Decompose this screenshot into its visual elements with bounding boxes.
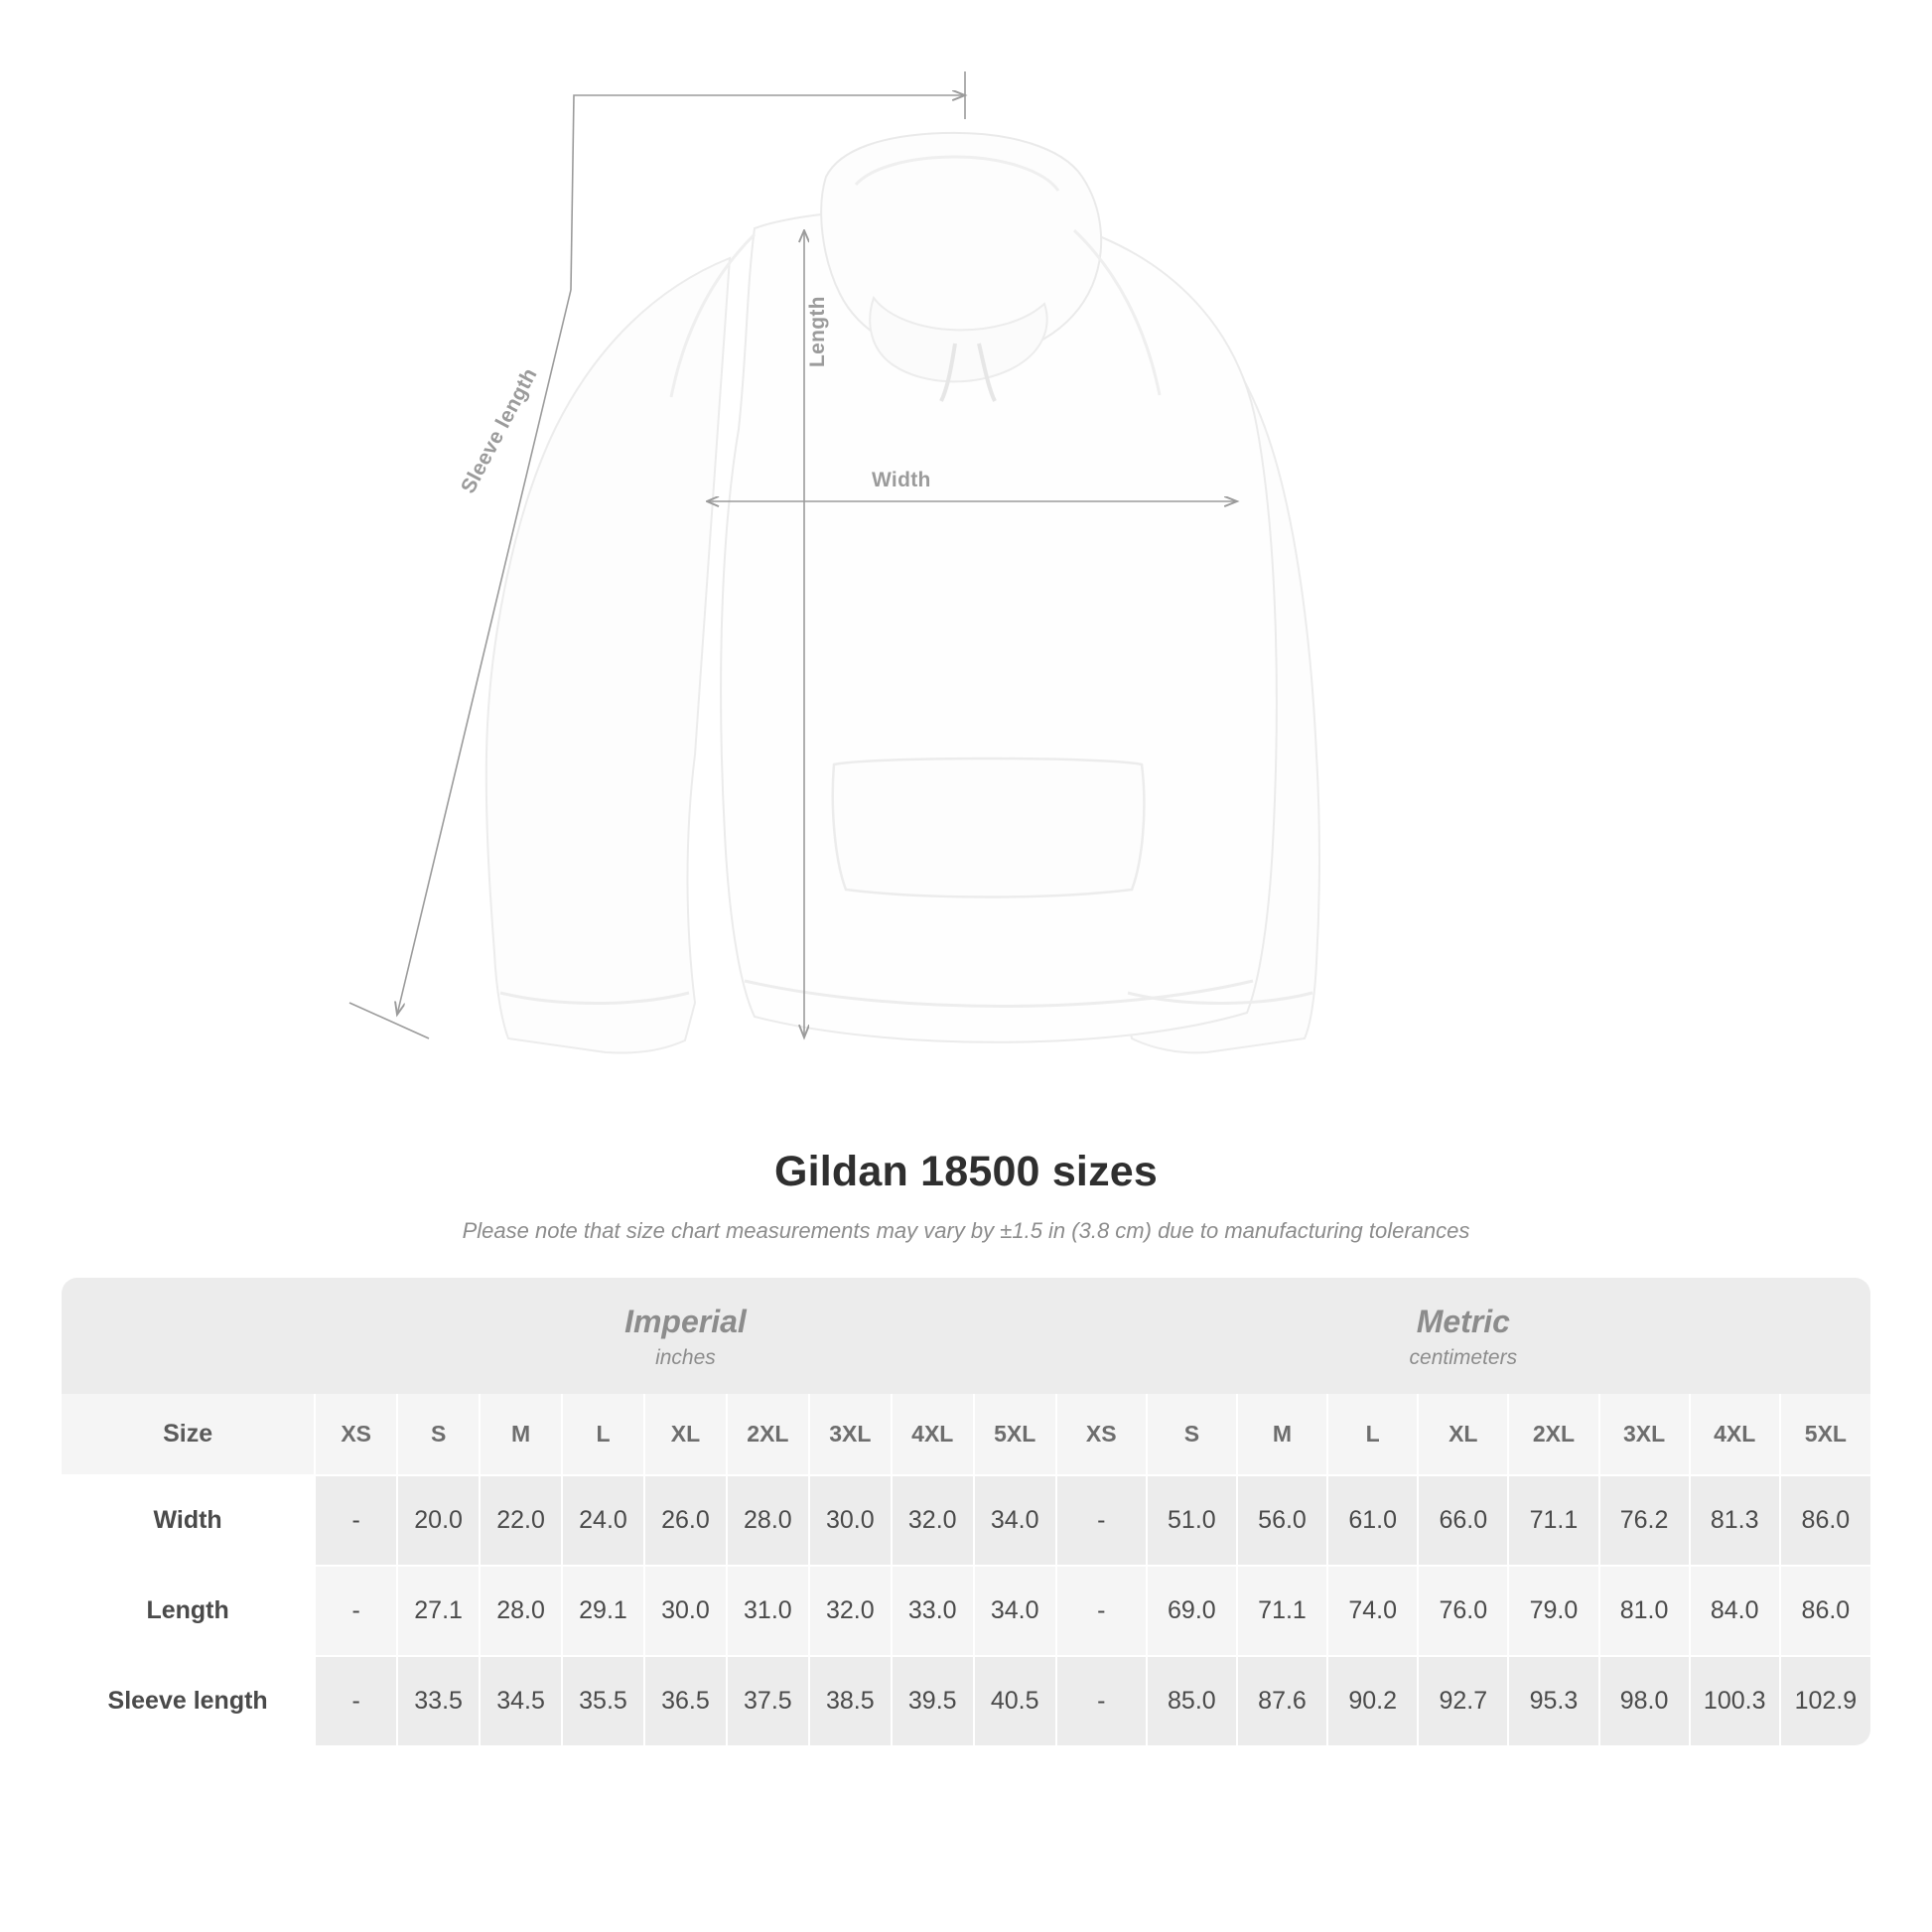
size-column-header: S bbox=[397, 1394, 480, 1475]
measurement-cell: 76.2 bbox=[1599, 1475, 1690, 1566]
measurement-cell: 92.7 bbox=[1418, 1656, 1508, 1745]
page-title: Gildan 18500 sizes bbox=[773, 1148, 1159, 1195]
system-header-imperial bbox=[315, 1278, 1055, 1394]
measurement-cell: 81.0 bbox=[1599, 1566, 1690, 1656]
measurement-cell: 30.0 bbox=[809, 1475, 892, 1566]
size-column-header: 5XL bbox=[974, 1394, 1056, 1475]
size-column-header: XS bbox=[315, 1394, 397, 1475]
measurement-cell: 31.0 bbox=[727, 1566, 809, 1656]
row-label-width: Width bbox=[62, 1475, 315, 1566]
measurement-cell: 22.0 bbox=[480, 1475, 562, 1566]
measurement-cell: 74.0 bbox=[1327, 1566, 1418, 1656]
measurement-cell: 98.0 bbox=[1599, 1656, 1690, 1745]
sleeve-length-label: Sleeve length bbox=[457, 364, 542, 497]
measurement-cell: 33.0 bbox=[892, 1566, 974, 1656]
measurement-cell: 87.6 bbox=[1237, 1656, 1327, 1745]
tolerance-note: Please note that size chart measurements may vary by ±1.5 in (3.8 cm) due to manufacturing tolerances bbox=[462, 1218, 1470, 1243]
size-column-header: 2XL bbox=[1508, 1394, 1598, 1475]
measurement-cell: 36.5 bbox=[644, 1656, 727, 1745]
width-label: Width bbox=[872, 469, 931, 491]
measurement-cell: 29.1 bbox=[562, 1566, 644, 1656]
measurement-cell: 86.0 bbox=[1780, 1566, 1870, 1656]
size-column-header: 3XL bbox=[809, 1394, 892, 1475]
measurement-cell: 90.2 bbox=[1327, 1656, 1418, 1745]
size-column-header: 5XL bbox=[1780, 1394, 1870, 1475]
measurement-cell: 27.1 bbox=[397, 1566, 480, 1656]
size-column-header: XL bbox=[1418, 1394, 1508, 1475]
measurement-cell: - bbox=[315, 1475, 397, 1566]
size-header-row bbox=[62, 1394, 1870, 1475]
measurement-cell: 34.0 bbox=[974, 1475, 1056, 1566]
measurement-cell: 20.0 bbox=[397, 1475, 480, 1566]
size-column-header: M bbox=[480, 1394, 562, 1475]
measurement-cell: 84.0 bbox=[1690, 1566, 1780, 1656]
measurement-cell: 61.0 bbox=[1327, 1475, 1418, 1566]
measurement-cell: 95.3 bbox=[1508, 1656, 1598, 1745]
measurement-cell: 69.0 bbox=[1147, 1566, 1237, 1656]
system-unit: inches bbox=[655, 1346, 716, 1369]
measurement-cell: 79.0 bbox=[1508, 1566, 1598, 1656]
table-row bbox=[62, 1656, 1870, 1745]
system-name: Imperial bbox=[624, 1304, 747, 1339]
hoodie-shape bbox=[486, 133, 1319, 1053]
measurement-cell: 39.5 bbox=[892, 1656, 974, 1745]
measurement-cell: 66.0 bbox=[1418, 1475, 1508, 1566]
row-label-sleeve-length: Sleeve length bbox=[62, 1656, 315, 1745]
measurement-cell: 100.3 bbox=[1690, 1656, 1780, 1745]
table-row bbox=[62, 1475, 1870, 1566]
size-header-cell: Size bbox=[62, 1394, 315, 1475]
measurement-cell: 28.0 bbox=[480, 1566, 562, 1656]
measurement-cell: - bbox=[1056, 1475, 1147, 1566]
title-block bbox=[0, 1148, 1932, 1244]
measurement-cell: 35.5 bbox=[562, 1656, 644, 1745]
size-column-header: 2XL bbox=[727, 1394, 809, 1475]
measurement-cell: 32.0 bbox=[892, 1475, 974, 1566]
measurement-cell: 85.0 bbox=[1147, 1656, 1237, 1745]
size-column-header: XS bbox=[1056, 1394, 1147, 1475]
size-column-header: M bbox=[1237, 1394, 1327, 1475]
size-column-header: 3XL bbox=[1599, 1394, 1690, 1475]
measurement-cell: 28.0 bbox=[727, 1475, 809, 1566]
measurement-cell: 32.0 bbox=[809, 1566, 892, 1656]
size-column-header: L bbox=[1327, 1394, 1418, 1475]
size-chart-table-wrap bbox=[62, 1278, 1870, 1745]
length-label: Length bbox=[806, 296, 829, 367]
measurement-cell: - bbox=[315, 1656, 397, 1745]
measurement-cell: 102.9 bbox=[1780, 1656, 1870, 1745]
size-column-header: S bbox=[1147, 1394, 1237, 1475]
measurement-cell: 34.5 bbox=[480, 1656, 562, 1745]
size-column-header: 4XL bbox=[1690, 1394, 1780, 1475]
measurement-cell: - bbox=[315, 1566, 397, 1656]
system-unit: centimeters bbox=[1409, 1346, 1518, 1369]
measurement-cell: 26.0 bbox=[644, 1475, 727, 1566]
measurement-cell: 40.5 bbox=[974, 1656, 1056, 1745]
measurement-cell: 24.0 bbox=[562, 1475, 644, 1566]
measurement-cell: 30.0 bbox=[644, 1566, 727, 1656]
row-label-length: Length bbox=[62, 1566, 315, 1656]
measurement-cell: 81.3 bbox=[1690, 1475, 1780, 1566]
measurement-cell: 51.0 bbox=[1147, 1475, 1237, 1566]
size-column-header: XL bbox=[644, 1394, 727, 1475]
measurement-cell: 71.1 bbox=[1508, 1475, 1598, 1566]
measurement-cell: 34.0 bbox=[974, 1566, 1056, 1656]
measurement-cell: 38.5 bbox=[809, 1656, 892, 1745]
measurement-cell: 56.0 bbox=[1237, 1475, 1327, 1566]
measurement-cell: - bbox=[1056, 1656, 1147, 1745]
size-chart-table bbox=[62, 1278, 1870, 1745]
measurement-cell: 86.0 bbox=[1780, 1475, 1870, 1566]
system-name: Metric bbox=[1416, 1304, 1510, 1339]
measurement-cell: 37.5 bbox=[727, 1656, 809, 1745]
measurement-cell: 71.1 bbox=[1237, 1566, 1327, 1656]
table-row bbox=[62, 1566, 1870, 1656]
size-column-header: L bbox=[562, 1394, 644, 1475]
system-header-metric bbox=[1056, 1278, 1870, 1394]
system-header-row bbox=[62, 1278, 1870, 1394]
measurement-cell: - bbox=[1056, 1566, 1147, 1656]
measurement-cell: 33.5 bbox=[397, 1656, 480, 1745]
system-header-blank bbox=[62, 1278, 315, 1394]
measurement-cell: 76.0 bbox=[1418, 1566, 1508, 1656]
size-column-header: 4XL bbox=[892, 1394, 974, 1475]
